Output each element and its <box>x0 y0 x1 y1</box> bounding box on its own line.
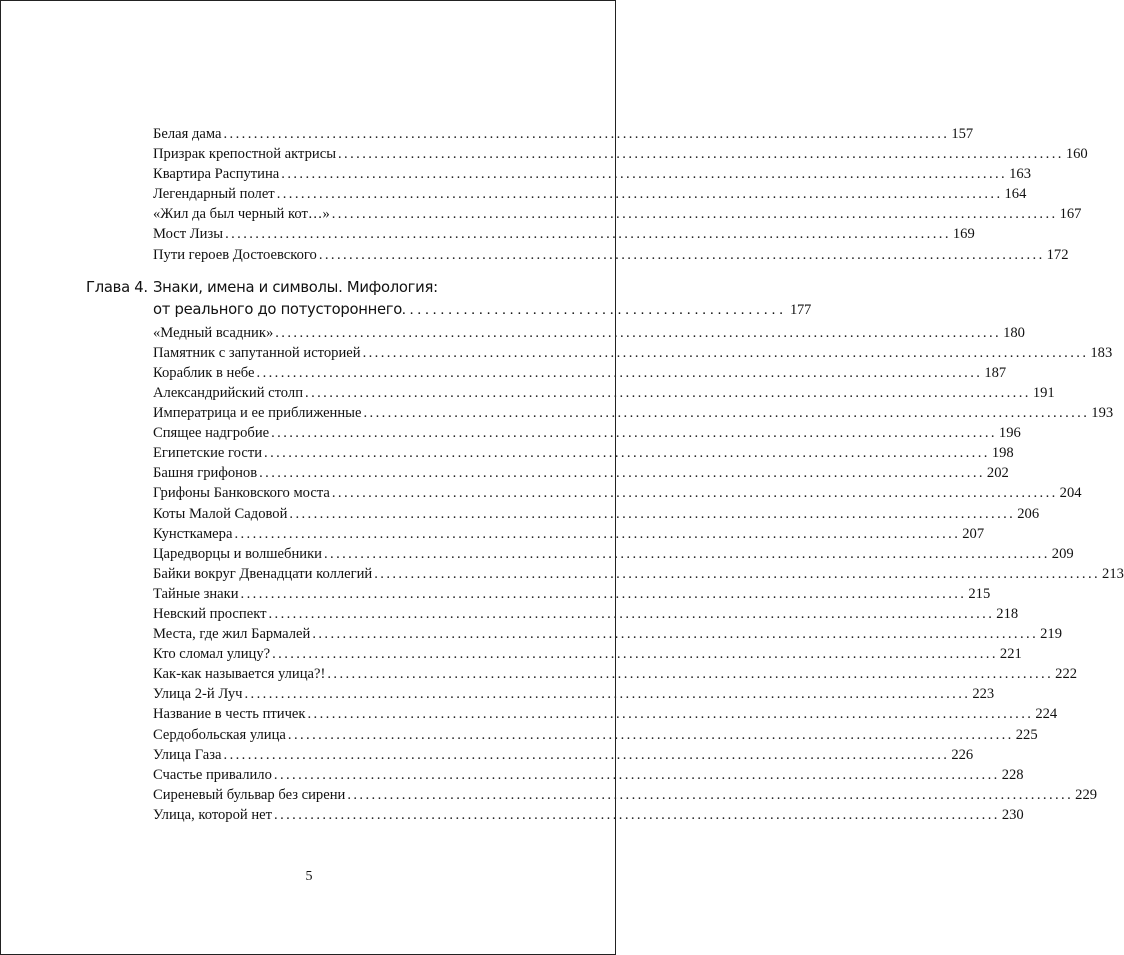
dot-leader: ........................................................................................................................ <box>225 226 951 243</box>
toc-entry-title: Грифоны Банковского моста <box>153 485 330 502</box>
dot-leader: ........................................................................................................................ <box>276 186 1003 203</box>
dot-leader: ........................................................................................................................ <box>223 746 950 763</box>
toc-entry-title: «Жил да был черный кот…» <box>153 206 330 223</box>
chapter-title-line1: Знаки, имена и символы. Мифология: <box>153 278 438 296</box>
toc-entry-title: Кораблик в небе <box>153 364 255 381</box>
toc-entry-title: Легендарный полет <box>153 186 275 203</box>
toc-entry-page: 204 <box>1059 485 1082 502</box>
toc-entry-title: Пути героев Достоевского <box>153 246 317 263</box>
toc-entry-page: 191 <box>1032 384 1055 401</box>
dot-leader: ........................................................................................................................ <box>272 646 998 663</box>
dot-leader: ........................................................................................................................ <box>223 126 950 142</box>
chapter-heading <box>86 277 811 323</box>
dot-leader: ........................................................................................................................ <box>274 806 1000 823</box>
table-of-contents <box>1 124 1124 825</box>
toc-entry-title: Улица 2-й Луч <box>153 686 243 703</box>
toc-entry-page: 172 <box>1046 246 1069 263</box>
toc-entry-title: Призрак крепостной актрисы <box>153 146 336 163</box>
toc-entries-after <box>1 323 1124 825</box>
toc-entry-title: Сердобольская улица <box>153 726 286 743</box>
toc-entry <box>153 343 1113 363</box>
toc-entry-page: 222 <box>1055 666 1078 683</box>
spacer <box>1 265 617 277</box>
toc-entry <box>153 745 974 765</box>
dot-leader: ........................................................................................................................ <box>289 505 1016 522</box>
toc-entry <box>153 423 1021 443</box>
toc-entry <box>153 383 1055 403</box>
toc-entry-title: Улица Газа <box>153 746 222 763</box>
dot-leader: ........................................................................................................................ <box>318 246 1045 263</box>
toc-entry-page: 198 <box>991 445 1014 462</box>
toc-entry-page: 213 <box>1102 565 1124 582</box>
dot-leader: ........................................................................................................................ <box>244 686 971 703</box>
toc-entry-title: Египетские гости <box>153 445 263 462</box>
toc-entry <box>153 463 1009 483</box>
chapter-heading-line2 <box>153 299 811 323</box>
toc-entry-page: 164 <box>1004 186 1027 203</box>
dot-leader: ........................................................................................................................ <box>264 445 990 462</box>
toc-entry-title: Места, где жил Бармалей <box>153 626 311 643</box>
toc-entries-before <box>1 124 1088 265</box>
toc-entry-page: 218 <box>996 605 1019 622</box>
toc-entry-page: 169 <box>952 226 975 243</box>
dot-leader: ........................................................................................................................ <box>281 166 1008 183</box>
dot-leader: ........................................................................................................................ <box>271 425 997 442</box>
chapter-page-number: 177 <box>789 301 811 318</box>
toc-entry-title: Александрийский столп <box>153 384 304 401</box>
dot-leader: ........................................................................................................................ <box>331 485 1058 502</box>
toc-entry-title: Тайные знаки <box>153 585 239 602</box>
toc-entry-page: 224 <box>1035 706 1058 723</box>
toc-entry-title: Кунсткамера <box>153 525 233 542</box>
toc-entry-title: Название в честь птичек <box>153 706 306 723</box>
toc-entry <box>153 184 1027 204</box>
toc-entry-page: 193 <box>1091 405 1114 422</box>
toc-entry <box>153 224 975 244</box>
toc-entry-page: 187 <box>984 364 1007 381</box>
toc-entry <box>153 725 1038 745</box>
toc-entry <box>153 664 1078 684</box>
toc-entry-page: 202 <box>986 465 1009 482</box>
toc-entry-page: 207 <box>962 525 985 542</box>
dot-leader: ........................................................................................................................ <box>312 626 1039 643</box>
toc-entry-page: 226 <box>951 746 974 763</box>
chapter-title-line2: от реального до потустороннего <box>153 300 402 318</box>
toc-entry-page: 219 <box>1040 626 1063 643</box>
toc-entry-page: 229 <box>1075 786 1098 803</box>
dot-leader: ........................................................................................................................ <box>273 766 1000 783</box>
toc-entry-page: 163 <box>1009 166 1031 183</box>
toc-entry <box>153 483 1082 503</box>
toc-entry <box>153 164 1031 184</box>
toc-entry <box>153 524 985 544</box>
toc-entry <box>153 204 1082 224</box>
toc-entry-title: Байки вокруг Двенадцати коллегий <box>153 565 373 582</box>
toc-entry-page: 228 <box>1001 766 1024 783</box>
toc-entry-title: Башня грифонов <box>153 465 258 482</box>
toc-entry <box>153 604 1019 624</box>
toc-entry-page: 180 <box>1003 324 1025 341</box>
toc-entry <box>153 323 1025 343</box>
toc-entry <box>153 785 1098 805</box>
chapter-number: Глава 4. <box>86 278 148 296</box>
toc-entry-title: Белая дама <box>153 126 222 142</box>
toc-entry-page: 160 <box>1065 146 1088 163</box>
toc-entry-title: Квартира Распутина <box>153 166 280 183</box>
dot-leader: ........................................................................................................................ <box>240 585 967 602</box>
dot-leader: ........................................................................................................................ <box>327 666 1054 683</box>
toc-entry <box>153 704 1058 724</box>
dot-leader: ........................................................................................................................ <box>268 605 995 622</box>
dot-leader: ........................................................................................................................ <box>256 364 983 381</box>
toc-entry <box>153 363 1007 383</box>
toc-entry-title: Улица, которой нет <box>153 806 273 823</box>
dot-leader: ........................................................................................................................ <box>362 344 1089 361</box>
dot-leader: ........................................................................................................................ <box>331 206 1058 223</box>
toc-entry-title: Кто сломал улицу? <box>153 646 271 663</box>
toc-entry-title: Царедворцы и волшебники <box>153 545 322 562</box>
toc-entry <box>153 124 974 144</box>
toc-entry-page: 225 <box>1015 726 1038 743</box>
dot-leader: ........................................................................................................................ <box>323 545 1050 562</box>
toc-entry-page: 223 <box>972 686 995 703</box>
toc-entry-page: 167 <box>1059 206 1082 223</box>
page-folio: 5 <box>305 869 313 884</box>
dot-leader: ........................................................................................................................ <box>305 384 1031 401</box>
toc-entry-title: Памятник с запутанной историей <box>153 344 361 361</box>
toc-entry-page: 183 <box>1090 344 1113 361</box>
toc-entry-title: Счастье привалило <box>153 766 272 783</box>
toc-entry <box>153 564 1124 584</box>
toc-entry <box>153 544 1074 564</box>
toc-entry <box>153 403 1114 423</box>
toc-entry-page: 221 <box>999 646 1022 663</box>
toc-entry-page: 206 <box>1017 505 1040 522</box>
dot-leader: ........................................................................................................................ <box>234 525 961 542</box>
toc-entry-title: Спящее надгробие <box>153 425 270 442</box>
toc-entry-title: Сиреневый бульвар без сирени <box>153 786 346 803</box>
toc-entry-title: Коты Малой Садовой <box>153 505 288 522</box>
toc-entry-title: «Медный всадник» <box>153 324 274 341</box>
toc-entry <box>153 144 1088 164</box>
dot-leader: ........................................................................................................................ <box>275 324 1002 341</box>
toc-entry <box>153 644 1022 664</box>
dot-leader: ........................................................................................................................ <box>374 565 1101 582</box>
dot-leader: ........................................................................................................................ <box>287 726 1014 743</box>
toc-entry <box>153 684 995 704</box>
dot-leader: .................................................. <box>402 301 787 318</box>
dot-leader: ........................................................................................................................ <box>259 465 985 482</box>
chapter-heading-line1 <box>86 277 505 299</box>
toc-entry <box>153 245 1069 265</box>
toc-entry-page: 196 <box>998 425 1021 442</box>
toc-entry-title: Императрица и ее приближенные <box>153 405 362 422</box>
toc-entry <box>153 765 1024 785</box>
toc-entry-page: 209 <box>1051 545 1074 562</box>
toc-entry <box>153 504 1040 524</box>
toc-entry <box>153 805 1024 825</box>
toc-entry <box>153 584 991 604</box>
toc-entry-page: 157 <box>951 126 974 142</box>
dot-leader: ........................................................................................................................ <box>338 146 1064 163</box>
toc-entry-page: 230 <box>1001 806 1024 823</box>
dot-leader: ........................................................................................................................ <box>347 786 1074 803</box>
dot-leader: ........................................................................................................................ <box>363 405 1090 422</box>
toc-entry-title: Мост Лизы <box>153 226 224 243</box>
dot-leader: ........................................................................................................................ <box>307 706 1034 723</box>
toc-entry <box>153 624 1063 644</box>
toc-entry-title: Невский проспект <box>153 605 267 622</box>
toc-entry-title: Как-как называется улица?! <box>153 666 326 683</box>
toc-entry <box>153 443 1014 463</box>
toc-entry-page: 215 <box>968 585 991 602</box>
